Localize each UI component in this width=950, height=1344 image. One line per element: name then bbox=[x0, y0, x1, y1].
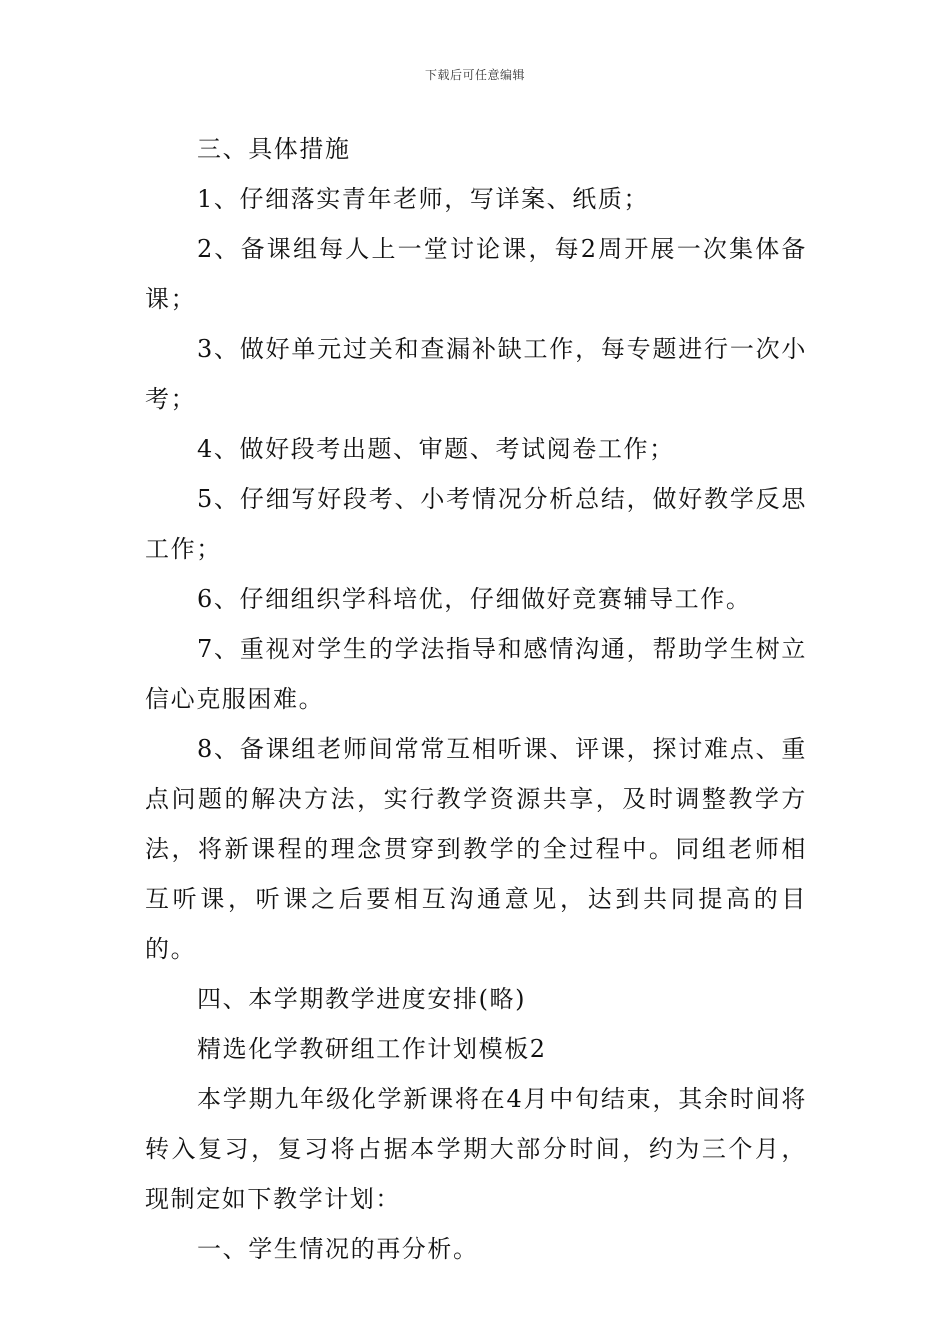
document-body bbox=[145, 124, 807, 1274]
measure-item-2: 2、备课组每人上一堂讨论课，每2周开展一次集体备课； bbox=[145, 235, 807, 313]
measure-item-3: 3、做好单元过关和查漏补缺工作，每专题进行一次小考； bbox=[145, 335, 807, 413]
section-heading-measures: 三、具体措施 bbox=[197, 135, 351, 163]
section-heading-students: 一、学生情况的再分析。 bbox=[197, 1235, 479, 1263]
section-heading-schedule: 四、本学期教学进度安排(略) bbox=[197, 985, 527, 1013]
header-note: 下载后可任意编辑 bbox=[424, 68, 525, 82]
measure-item-5: 5、仔细写好段考、小考情况分析总结，做好教学反思工作； bbox=[145, 485, 807, 563]
intro-paragraph: 本学期九年级化学新课将在4月中旬结束，其余时间将转入复习，复习将占据本学期大部分时间，约为三个月，现制定如下教学计划： bbox=[145, 1085, 807, 1213]
measure-item-4: 4、做好段考出题、审题、考试阅卷工作； bbox=[197, 435, 675, 463]
measure-item-8: 8、备课组老师间常常互相听课、评课，探讨难点、重点问题的解决方法，实行教学资源共享，及时调整教学方法，将新课程的理念贯穿到教学的全过程中。同组老师相互听课，听课之后要相互沟通意见，达到共同提高的目的。 bbox=[145, 735, 807, 963]
measure-item-1: 1、仔细落实青年老师，写详案、纸质； bbox=[197, 185, 650, 213]
measure-item-6: 6、仔细组织学科培优，仔细做好竞赛辅导工作。 bbox=[197, 585, 752, 613]
template-title: 精选化学教研组工作计划模板2 bbox=[197, 1035, 547, 1063]
measure-item-7: 7、重视对学生的学法指导和感情沟通，帮助学生树立信心克服困难。 bbox=[145, 635, 807, 713]
